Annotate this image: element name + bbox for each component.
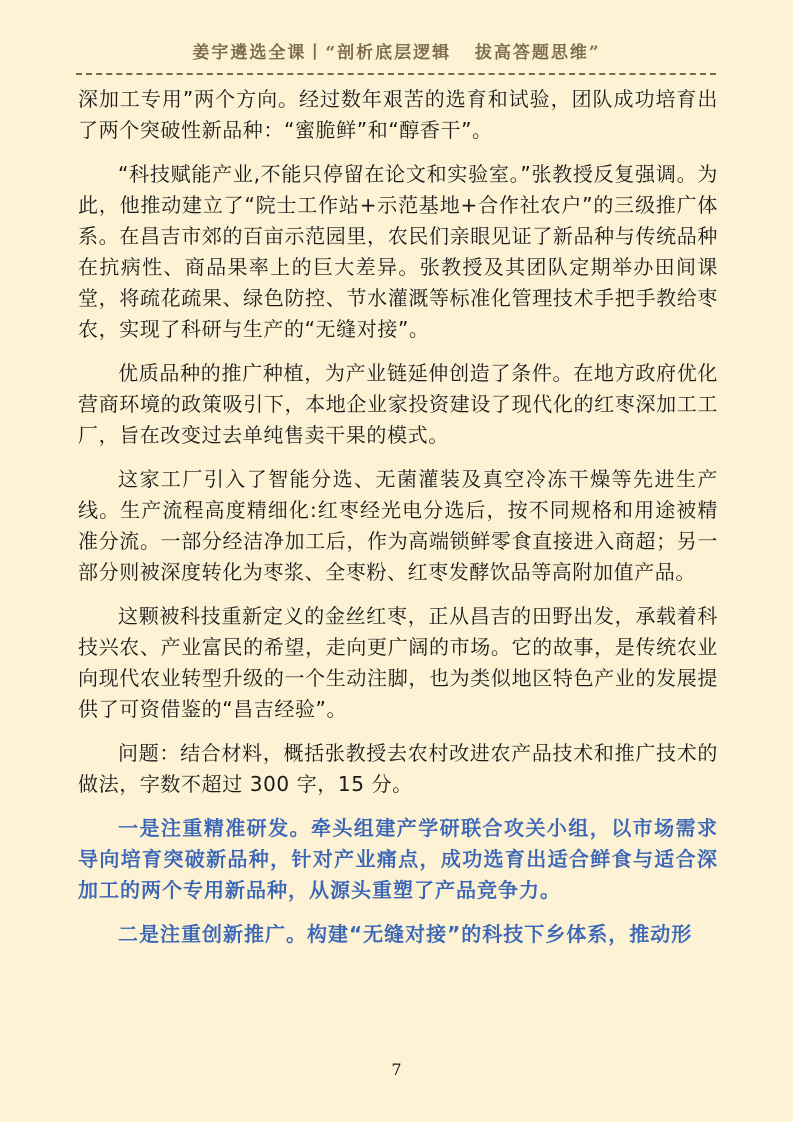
header-divider (76, 73, 716, 75)
paragraph-continuation: 深加工专用”两个方向。经过数年艰苦的选育和试验，团队成功培育出了两个突破性新品种：“蜜脆鲜”和“醇香干”。 (78, 87, 718, 142)
question-paragraph: 问题：结合材料，概括张教授去农村改进农产品技术和推广技术的做法，字数不超过 300 字，15 分。 (78, 741, 718, 796)
page-header: 姜宇遴选全课丨“剖析底层逻辑 拔高答题思维” (192, 43, 601, 63)
page-number: 7 (391, 1060, 402, 1079)
answer-paragraph: 一是注重精准研发。牵头组建产学研联合攻关小组，以市场需求导向培育突破新品种，针对产业痛点，成功选育出适合鲜食与适合深加工的两个专用新品种，从源头重塑了产品竞争力。 (78, 816, 718, 902)
paragraph: 这颗被科技重新定义的金丝红枣，正从昌吉的田野出发，承载着科技兴农、产业富民的希望，走向更广阔的市场。它的故事，是传统农业向现代农业转型升级的一个生动注脚，也为类似地区特色产业的发展提供了可资借鉴的“昌吉经验”。 (78, 604, 718, 721)
paragraph: “科技赋能产业,不能只停留在论文和实验室。”张教授反复强调。为此，他推动建立了“院士工作站+示范基地+合作社农户”的三级推广体系。在昌吉市郊的百亩示范园里，农民们亲眼见证了新品种与传统品种在抗病性、商品果率上的巨大差异。张教授及其团队定期举办田间课堂，将疏花疏果、绿色防控、节水灌溉等标准化管理技术手把手教给枣农，实现了科研与生产的“无缝对接”。 (78, 162, 719, 341)
document-body (78, 84, 718, 963)
answer-paragraph: 二是注重创新推广。构建“无缝对接”的科技下乡体系，推动形 (118, 922, 693, 946)
paragraph: 这家工厂引入了智能分选、无菌灌装及真空冷冻干燥等先进生产线。生产流程高度精细化:红枣经光电分选后，按不同规格和用途被精准分流。一部分经洁净加工后，作为高端锁鲜零食直接进入商超；另一部分则被深度转化为枣浆、全枣粉、红枣发酵饮品等高附加值产品。 (78, 467, 718, 584)
paragraph: 优质品种的推广种植，为产业链延伸创造了条件。在地方政府优化营商环境的政策吸引下，本地企业家投资建设了现代化的红枣深加工工厂，旨在改变过去单纯售卖干果的模式。 (78, 361, 718, 447)
